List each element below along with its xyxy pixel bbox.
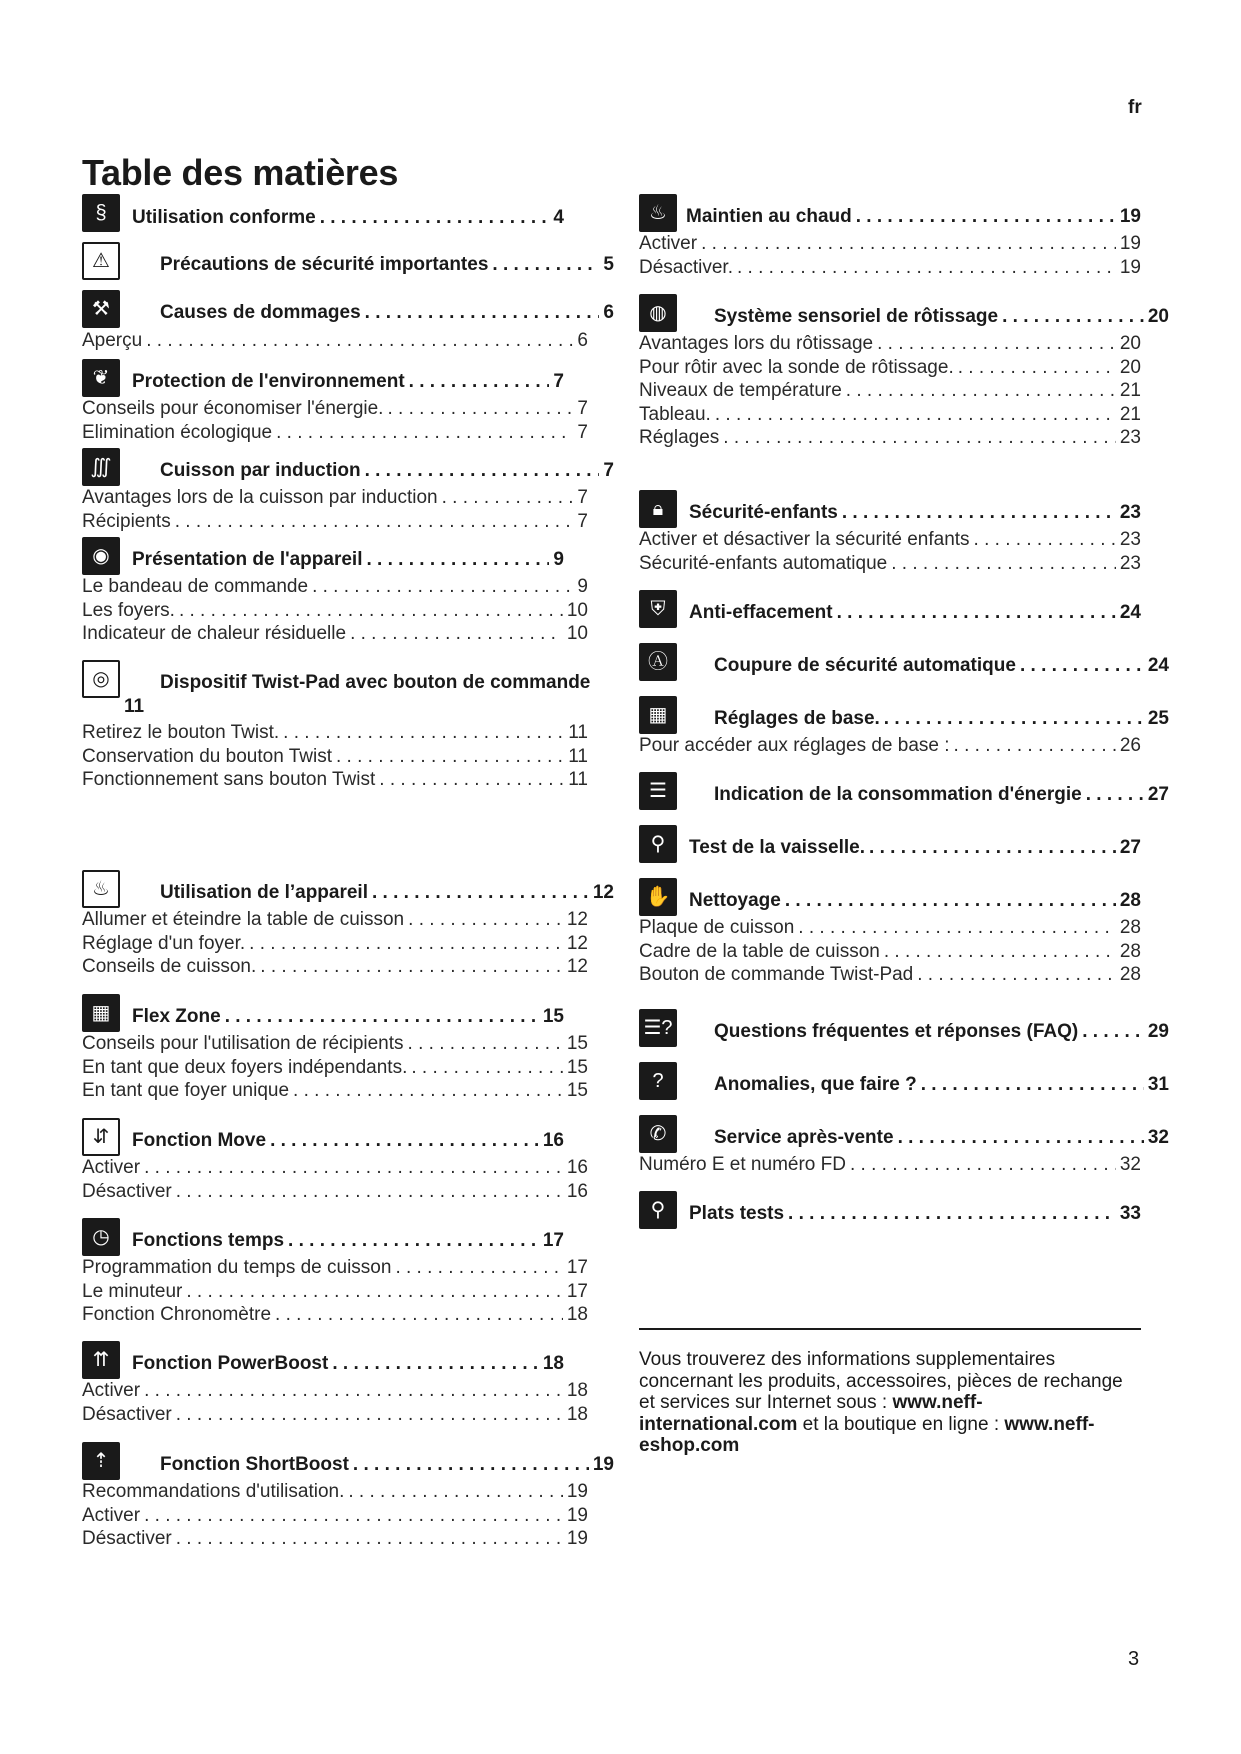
toc-entry-link[interactable]: Pour accéder aux réglages de base : . . . 26 — [639, 734, 1141, 758]
toc-entry-link[interactable]: Le minuteur . . . 17 — [82, 1280, 588, 1304]
toc-entry-link[interactable]: Fonctionnement sans bouton Twist . . . 11 — [82, 768, 588, 792]
toc-heading-link[interactable]: Nettoyage . . . 28 — [689, 889, 1141, 913]
toc-entry-link[interactable]: Récipients . . . 7 — [82, 510, 588, 534]
flex-zone-icon: ▦ — [82, 994, 120, 1032]
induction-coil-icon: ∭ — [82, 448, 120, 486]
toc-entry-link[interactable]: Désactiver . . . 18 — [82, 1403, 588, 1427]
toc-heading-link[interactable]: Flex Zone . . . 15 — [132, 1005, 564, 1029]
note-text: Vous trouverez des informations supplementaires concernant les produits, accessoires, pièces de rechange et services sur Internet sous : — [639, 1349, 1123, 1413]
cleaning-icon: ✋ — [639, 878, 677, 916]
language-code: fr — [1128, 97, 1142, 118]
toc-entry-link[interactable]: Cadre de la table de cuisson . . . 28 — [639, 940, 1141, 964]
toc-entry-link[interactable]: Activer . . . 19 — [639, 232, 1141, 256]
timer-icon: ◷ — [82, 1218, 120, 1256]
hob-usage-icon: ♨ — [82, 870, 120, 908]
toc-entry-link[interactable]: Sécurité-enfants automatique . . . 23 — [639, 552, 1141, 576]
toc-entry-link[interactable]: Retirez le bouton Twist. . . . 11 — [82, 721, 588, 745]
toc-heading-link[interactable]: Maintien au chaud . . . 19 — [686, 205, 1141, 229]
energy-bars-icon: ☰ — [639, 772, 677, 810]
roasting-sensor-icon: ◍ — [639, 294, 677, 332]
toc-heading-link[interactable]: Réglages de base. . . . 25 — [714, 707, 1169, 731]
toc-entry-link[interactable]: Activer et désactiver la sécurité enfants . . . 23 — [639, 528, 1141, 552]
shortboost-pan-icon: ⇡ — [82, 1442, 120, 1480]
toc-entry-link[interactable]: Numéro E et numéro FD . . . 32 — [639, 1153, 1141, 1177]
neff-eshop-link[interactable]: www.neff-eshop.com — [639, 1413, 1095, 1456]
toc-heading-link[interactable]: Utilisation de l’appareil . . . 12 — [160, 881, 614, 905]
toc-heading-link[interactable]: Fonction ShortBoost . . . 19 — [160, 1453, 614, 1477]
toc-entry-link[interactable]: Le bandeau de commande . . . 9 — [82, 575, 588, 599]
toc-heading-link[interactable]: Système sensoriel de rôtissage . . . 20 — [714, 305, 1169, 329]
toc-entry-link[interactable]: Activer . . . 16 — [82, 1156, 588, 1180]
toc-heading-link[interactable]: Protection de l'environnement . . . 7 — [132, 370, 564, 394]
toc-entry-link[interactable]: Avantages lors de la cuisson par induction . . . 7 — [82, 486, 588, 510]
keep-warm-icon: ♨ — [639, 194, 677, 232]
toc-entry-link[interactable]: Allumer et éteindre la table de cuisson . . . 12 — [82, 908, 588, 932]
toc-entry-link[interactable]: Les foyers. . . . 10 — [82, 599, 588, 623]
phone-service-icon: ✆ — [639, 1115, 677, 1153]
note-divider — [639, 1328, 1141, 1330]
toc-entry-link[interactable]: Conseils pour économiser l'énergie. . . . 7 — [82, 397, 588, 421]
toc-entry-link[interactable]: Plaque de cuisson . . . 28 — [639, 916, 1141, 940]
toc-heading-link[interactable]: Questions fréquentes et réponses (FAQ) . . . 29 — [714, 1020, 1169, 1044]
hammer-damage-icon: ⚒ — [82, 290, 120, 328]
lock-icon: 🔒︎ — [639, 490, 677, 528]
toc-entry-link[interactable]: En tant que deux foyers indépendants. . . . 15 — [82, 1056, 588, 1080]
note-text: et la boutique en ligne : — [797, 1413, 1005, 1435]
toc-heading-link[interactable]: Coupure de sécurité automatique . . . 24 — [714, 654, 1169, 678]
warning-triangle-icon: ⚠ — [82, 242, 120, 280]
toc-entry-link[interactable]: Recommandations d'utilisation. . . . 19 — [82, 1480, 588, 1504]
wipe-protection-icon: ⛨ — [639, 590, 677, 628]
toc-entry-link[interactable]: Conseils pour l'utilisation de récipients . . . 15 — [82, 1032, 588, 1056]
toc-entry-link[interactable]: Conservation du bouton Twist . . . 11 — [82, 745, 588, 769]
toc-heading-link[interactable]: Fonction Move . . . 16 — [132, 1129, 564, 1153]
toc-heading-link[interactable]: Sécurité-enfants . . . 23 — [689, 501, 1141, 525]
twist-pad-icon: ◎ — [82, 660, 120, 698]
toc-entry-link[interactable]: Activer . . . 18 — [82, 1379, 588, 1403]
cookware-test-icon: ⚲ — [639, 825, 677, 863]
toc-heading-link[interactable]: Utilisation conforme . . . 4 — [132, 206, 564, 230]
toc-heading-link[interactable]: Causes de dommages . . . 6 — [160, 301, 614, 325]
toc-entry-link[interactable]: Programmation du temps de cuisson . . . 17 — [82, 1256, 588, 1280]
toc-entry-link[interactable]: Fonction Chronomètre . . . 18 — [82, 1303, 588, 1327]
toc-heading-link[interactable]: Dispositif Twist-Pad avec bouton de commande — [160, 672, 591, 693]
toc-entry-link[interactable]: Aperçu . . . 6 — [82, 329, 588, 353]
basic-settings-grid-icon: ▦ — [639, 696, 677, 734]
toc-heading-link[interactable]: Anti-effacement . . . 24 — [689, 601, 1141, 625]
neff-international-link[interactable]: www.neff-international.com — [639, 1392, 983, 1435]
toc-heading-link[interactable]: Fonctions temps . . . 17 — [132, 1229, 564, 1253]
toc-entry-link[interactable]: Tableau. . . . 21 — [639, 403, 1141, 427]
toc-entry-link[interactable]: Désactiver . . . 19 — [82, 1527, 588, 1551]
toc-heading-link[interactable]: Service après-vente . . . 32 — [714, 1126, 1169, 1150]
toc-heading-link[interactable]: Précautions de sécurité importantes . . . 5 — [160, 253, 614, 277]
move-function-icon: ⇵ — [82, 1118, 120, 1156]
section-hand-icon: § — [82, 194, 120, 232]
eye-icon: ◉ — [82, 537, 120, 575]
toc-heading-link[interactable]: Plats tests . . . 33 — [689, 1202, 1141, 1226]
toc-heading-page: 11 — [124, 696, 145, 717]
faq-list-icon: ☰? — [639, 1009, 677, 1047]
toc-heading-link[interactable]: Fonction PowerBoost . . . 18 — [132, 1352, 564, 1376]
leaf-icon: ❦ — [82, 359, 120, 397]
toc-entry-link[interactable]: En tant que foyer unique . . . 15 — [82, 1079, 588, 1103]
toc-entry-link[interactable]: Réglage d'un foyer. . . . 12 — [82, 932, 588, 956]
powerboost-pot-icon: ⇈ — [82, 1341, 120, 1379]
toc-entry-link[interactable]: Niveaux de température . . . 21 — [639, 379, 1141, 403]
toc-heading-link[interactable]: Présentation de l'appareil . . . 9 — [132, 548, 564, 572]
toc-entry-link[interactable]: Pour rôtir avec la sonde de rôtissage. . . . 20 — [639, 356, 1141, 380]
toc-entry-link[interactable]: Conseils de cuisson. . . . 12 — [82, 955, 588, 979]
toc-heading-link[interactable]: Indication de la consommation d'énergie . . . 27 — [714, 783, 1169, 807]
toc-entry-link[interactable]: Activer . . . 19 — [82, 1504, 588, 1528]
auto-shutoff-icon: Ⓐ — [639, 643, 677, 681]
question-mark-icon: ? — [639, 1062, 677, 1100]
toc-heading-link[interactable]: Test de la vaisselle. . . . 27 — [689, 836, 1141, 860]
toc-entry-link[interactable]: Avantages lors du rôtissage . . . 20 — [639, 332, 1141, 356]
toc-entry-link[interactable]: Elimination écologique . . . 7 — [82, 421, 588, 445]
search-tests-icon: ⚲ — [639, 1191, 677, 1229]
toc-entry-link[interactable]: Désactiver . . . 16 — [82, 1180, 588, 1204]
toc-entry-link[interactable]: Réglages . . . 23 — [639, 426, 1141, 450]
toc-entry-link[interactable]: Bouton de commande Twist-Pad . . . 28 — [639, 963, 1141, 987]
toc-entry-link[interactable]: Indicateur de chaleur résiduelle . . . 10 — [82, 622, 588, 646]
page-title: Table des matières — [82, 152, 399, 193]
toc-heading-link[interactable]: Anomalies, que faire ? . . . 31 — [714, 1073, 1169, 1097]
page-number: 3 — [1128, 1648, 1140, 1670]
toc-entry-link[interactable]: Désactiver. . . . 19 — [639, 256, 1141, 280]
toc-heading-link[interactable]: Cuisson par induction . . . 7 — [160, 459, 614, 483]
online-info-note — [639, 1349, 1139, 1457]
